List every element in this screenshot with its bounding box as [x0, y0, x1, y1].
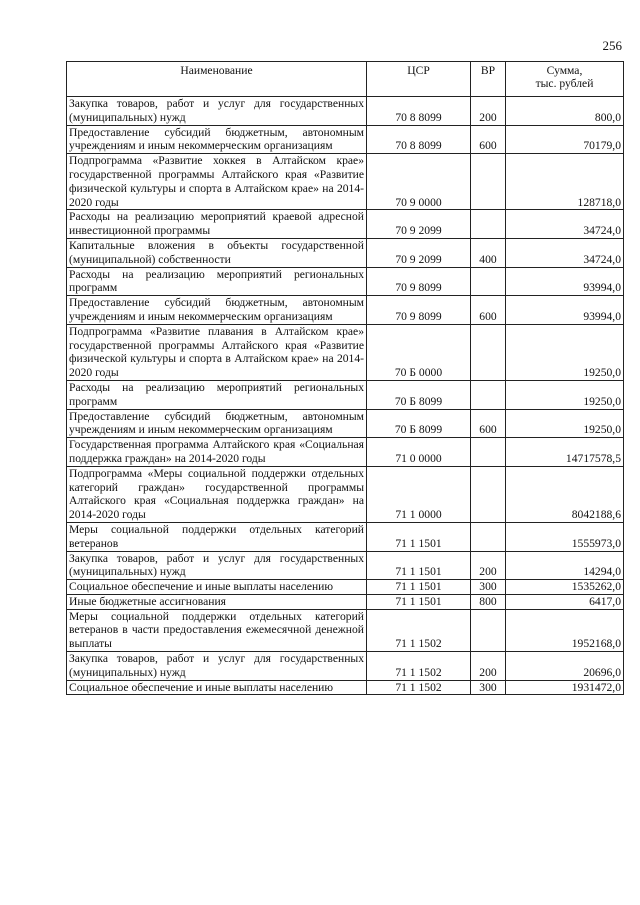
row-vr: 200	[471, 551, 506, 580]
row-name: Предоставление субсидий бюджетным, автономным учреждениям и иным некоммерческим организациям	[67, 296, 367, 325]
row-vr	[471, 438, 506, 467]
row-sum: 800,0	[506, 97, 624, 126]
row-sum: 19250,0	[506, 409, 624, 438]
row-sum: 93994,0	[506, 267, 624, 296]
row-vr: 400	[471, 238, 506, 267]
row-vr	[471, 466, 506, 522]
table-row	[67, 594, 624, 609]
table-row	[67, 680, 624, 695]
row-csr: 71 1 0000	[367, 466, 471, 522]
row-csr: 71 1 1501	[367, 594, 471, 609]
row-sum: 20696,0	[506, 652, 624, 681]
header-sum: Сумма, тыс. рублей	[506, 62, 624, 97]
row-vr: 600	[471, 409, 506, 438]
table-row	[67, 125, 624, 154]
row-csr: 71 1 1501	[367, 580, 471, 595]
row-name: Подпрограмма «Меры социальной поддержки отдельных категорий граждан» государственной программы Алтайского края «Социальная поддержка граждан» на 2014-2020 годы	[67, 466, 367, 522]
table-header-row	[67, 62, 624, 97]
row-csr: 70 9 8099	[367, 296, 471, 325]
row-name: Закупка товаров, работ и услуг для государственных (муниципальных) нужд	[67, 551, 367, 580]
row-sum: 19250,0	[506, 324, 624, 380]
row-csr: 71 1 1502	[367, 652, 471, 681]
row-name: Меры социальной поддержки отдельных категорий ветеранов в части предоставления ежемесячной денежной выплаты	[67, 609, 367, 651]
row-csr: 71 1 1501	[367, 551, 471, 580]
row-csr: 70 9 8099	[367, 267, 471, 296]
row-vr	[471, 324, 506, 380]
table-row	[67, 409, 624, 438]
row-vr	[471, 522, 506, 551]
row-csr: 71 1 1501	[367, 522, 471, 551]
row-name: Расходы на реализацию мероприятий региональных программ	[67, 267, 367, 296]
row-name: Расходы на реализацию мероприятий краевой адресной инвестиционной программы	[67, 210, 367, 239]
table-row	[67, 154, 624, 210]
table-row	[67, 652, 624, 681]
row-name: Предоставление субсидий бюджетным, автономным учреждениям и иным некоммерческим организациям	[67, 409, 367, 438]
row-name: Подпрограмма «Развитие плавания в Алтайском крае» государственной программы Алтайского края «Развитие физической культуры и спорта в Алтайском крае» на 2014-2020 годы	[67, 324, 367, 380]
row-name: Социальное обеспечение и иные выплаты населению	[67, 580, 367, 595]
row-vr	[471, 380, 506, 409]
table-row	[67, 97, 624, 126]
table-row	[67, 438, 624, 467]
row-sum: 1931472,0	[506, 680, 624, 695]
table-row	[67, 380, 624, 409]
row-sum: 34724,0	[506, 238, 624, 267]
table-row	[67, 466, 624, 522]
row-csr: 70 Б 8099	[367, 380, 471, 409]
table-row	[67, 551, 624, 580]
row-sum: 93994,0	[506, 296, 624, 325]
table-row	[67, 609, 624, 651]
row-sum: 14294,0	[506, 551, 624, 580]
row-name: Расходы на реализацию мероприятий региональных программ	[67, 380, 367, 409]
row-name: Иные бюджетные ассигнования	[67, 594, 367, 609]
row-vr: 200	[471, 97, 506, 126]
row-name: Предоставление субсидий бюджетным, автономным учреждениям и иным некоммерческим организациям	[67, 125, 367, 154]
row-name: Закупка товаров, работ и услуг для государственных (муниципальных) нужд	[67, 97, 367, 126]
row-vr: 300	[471, 680, 506, 695]
row-sum: 128718,0	[506, 154, 624, 210]
row-csr: 70 Б 0000	[367, 324, 471, 380]
row-sum: 1555973,0	[506, 522, 624, 551]
row-name: Меры социальной поддержки отдельных категорий ветеранов	[67, 522, 367, 551]
row-name: Капитальные вложения в объекты государственной (муниципальной) собственности	[67, 238, 367, 267]
header-vr: ВР	[471, 62, 506, 97]
table-row	[67, 210, 624, 239]
row-vr	[471, 210, 506, 239]
row-vr: 200	[471, 652, 506, 681]
row-name: Подпрограмма «Развитие хоккея в Алтайском крае» государственной программы Алтайского края «Развитие физической культуры и спорта в Алтайском крае» на 2014-2020 годы	[67, 154, 367, 210]
row-csr: 71 1 1502	[367, 680, 471, 695]
row-csr: 70 9 2099	[367, 238, 471, 267]
row-vr	[471, 267, 506, 296]
row-vr: 300	[471, 580, 506, 595]
row-csr: 71 1 1502	[367, 609, 471, 651]
row-name: Государственная программа Алтайского края «Социальная поддержка граждан» на 2014-2020 годы	[67, 438, 367, 467]
table-row	[67, 324, 624, 380]
row-vr: 600	[471, 125, 506, 154]
row-csr: 70 9 0000	[367, 154, 471, 210]
row-vr	[471, 154, 506, 210]
row-csr: 70 9 2099	[367, 210, 471, 239]
row-csr: 70 8 8099	[367, 97, 471, 126]
row-name: Закупка товаров, работ и услуг для государственных (муниципальных) нужд	[67, 652, 367, 681]
budget-table	[66, 61, 624, 695]
row-name: Социальное обеспечение и иные выплаты населению	[67, 680, 367, 695]
table-row	[67, 238, 624, 267]
page-number: 256	[602, 38, 622, 53]
row-sum: 19250,0	[506, 380, 624, 409]
row-csr: 70 8 8099	[367, 125, 471, 154]
row-sum: 1952168,0	[506, 609, 624, 651]
row-sum: 6417,0	[506, 594, 624, 609]
table-row	[67, 296, 624, 325]
header-name: Наименование	[67, 62, 367, 97]
table-row	[67, 267, 624, 296]
row-sum: 14717578,5	[506, 438, 624, 467]
row-sum: 1535262,0	[506, 580, 624, 595]
row-vr: 600	[471, 296, 506, 325]
table-row	[67, 522, 624, 551]
header-csr: ЦСР	[367, 62, 471, 97]
row-vr: 800	[471, 594, 506, 609]
row-vr	[471, 609, 506, 651]
table-row	[67, 580, 624, 595]
row-sum: 70179,0	[506, 125, 624, 154]
row-sum: 34724,0	[506, 210, 624, 239]
row-sum: 8042188,6	[506, 466, 624, 522]
row-csr: 71 0 0000	[367, 438, 471, 467]
row-csr: 70 Б 8099	[367, 409, 471, 438]
